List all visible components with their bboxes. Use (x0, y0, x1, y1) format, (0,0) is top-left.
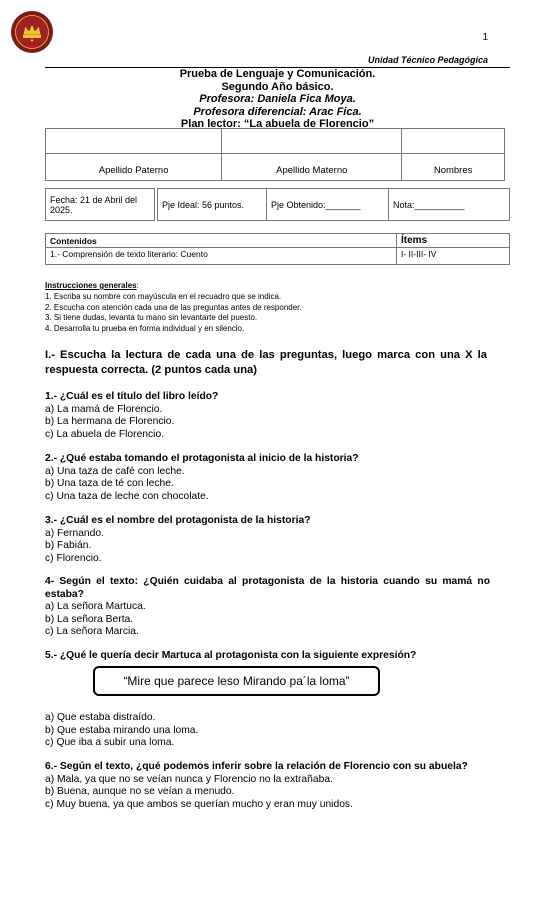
instruction-item: 1. Escriba su nombre con mayúscula en el recuadro que se indica. (45, 291, 282, 301)
option-c[interactable]: c) Muy buena, ya que ambos se querían mucho y eran muy unidos. (45, 798, 353, 810)
apellido-paterno-label: Apellido Paterno (46, 154, 222, 181)
option-a[interactable]: a) Una taza de café con leche. (45, 465, 185, 477)
option-a[interactable]: a) Que estaba distraído. (45, 712, 156, 723)
question-5 (45, 650, 490, 663)
question-text: 1.- ¿Cuál es el título del libro leído? (45, 391, 219, 402)
test-header (45, 68, 510, 131)
grade-cell[interactable]: Nota:__________ (389, 189, 510, 221)
apellido-materno-label: Apellido Materno (222, 154, 402, 181)
apellido-paterno-field[interactable] (46, 129, 222, 154)
option-c[interactable]: c) Una taza de leche con chocolate. (45, 490, 209, 502)
differential-teacher-label: Profesora diferencial: Arac Fica. (193, 105, 362, 118)
date-cell: Fecha: 21 de Abril del 2025. (46, 189, 155, 221)
page-number: 1 (482, 32, 488, 43)
question-3 (45, 515, 490, 565)
apellido-materno-field[interactable] (222, 129, 402, 154)
obtained-score-cell[interactable]: Pje Obtenido:_______ (267, 189, 389, 221)
question-2 (45, 453, 490, 503)
option-c[interactable]: c) La abuela de Florencio. (45, 428, 165, 440)
option-b[interactable]: b) Una taza de té con leche. (45, 478, 174, 489)
option-b[interactable]: b) La señora Berta. (45, 613, 134, 625)
question-5-options (45, 712, 490, 750)
question-text: 2.- ¿Qué estaba tomando el protagonista al inicio de la historia? (45, 453, 359, 464)
content-row: 1.- Comprensión de texto literario: Cuento (46, 248, 397, 265)
items-row: I- II-III- IV (397, 248, 510, 265)
question-1 (45, 391, 490, 441)
option-b[interactable]: b) Que estaba mirando una loma. (45, 724, 199, 736)
section-title: I.- Escucha la lectura de cada una de las preguntas, luego marca con una X la respuesta correcta. (2 puntos cada una) (45, 349, 487, 376)
nombres-label: Nombres (402, 154, 505, 181)
option-a[interactable]: a) Mala, ya que no se veían nunca y Florencio no la extrañaba. (45, 773, 333, 785)
option-a[interactable]: a) Fernando. (45, 527, 104, 539)
question-text: 4- Según el texto: ¿Quién cuidaba al protagonista de la historia cuando su mamá no estaba? (45, 576, 490, 600)
items-header: Ítems (397, 234, 510, 248)
option-a[interactable]: a) La señora Martuca. (45, 601, 146, 612)
nombres-field[interactable] (402, 129, 505, 154)
question-text: 5.- ¿Qué le quería decir Martuca al protagonista con la siguiente expresión? (45, 650, 417, 661)
teacher-label: Profesora: Daniela Fica Moya. (199, 93, 356, 105)
grade-label: Segundo Año básico. (221, 80, 334, 93)
instruction-item: 4. Desarrolla tu prueba en forma individual y en silencio. (45, 324, 245, 334)
score-info-table (45, 188, 510, 221)
instructions-colon: : (136, 281, 139, 290)
question-4 (45, 576, 490, 639)
contents-header: Contenidos (46, 234, 397, 248)
school-logo (10, 10, 54, 54)
option-a[interactable]: a) La mamá de Florencio. (45, 403, 163, 415)
question-text: 6.- Según el texto, ¿qué podemos inferir sobre la relación de Florencio con su abuela? (45, 761, 468, 772)
option-c[interactable]: c) Que iba a subir una loma. (45, 737, 175, 748)
question-6 (45, 761, 490, 811)
general-instructions (45, 281, 302, 335)
quote-box: “Mire que parece leso Mirando pa´la loma” (93, 666, 380, 696)
option-b[interactable]: b) Buena, aunque no se veían a menudo. (45, 786, 235, 797)
instruction-item: 2. Escucha con atención cada una de las preguntas antes de responder. (45, 302, 302, 312)
test-title: Prueba de Lenguaje y Comunicación. (179, 68, 376, 80)
instruction-item: 3. Si tiene dudas, levanta tu mano sin levantarte del puesto. (45, 313, 258, 323)
question-text: 3.- ¿Cuál es el nombre del protagonista de la historia? (45, 515, 311, 526)
contents-table (45, 233, 510, 265)
option-b[interactable]: b) Fabián. (45, 540, 92, 551)
student-name-table (45, 128, 505, 181)
ideal-score-cell: Pje Ideal: 56 puntos. (158, 189, 267, 221)
instructions-title: Instrucciones generales (45, 281, 137, 290)
option-c[interactable]: c) Florencio. (45, 552, 102, 564)
reading-plan-label: Plan lector: “La abuela de Florencio” (180, 118, 375, 130)
option-c[interactable]: c) La señora Marcia. (45, 626, 139, 637)
option-b[interactable]: b) La hermana de Florencio. (45, 416, 175, 427)
department-label: Unidad Técnico Pedagógica (367, 55, 488, 65)
